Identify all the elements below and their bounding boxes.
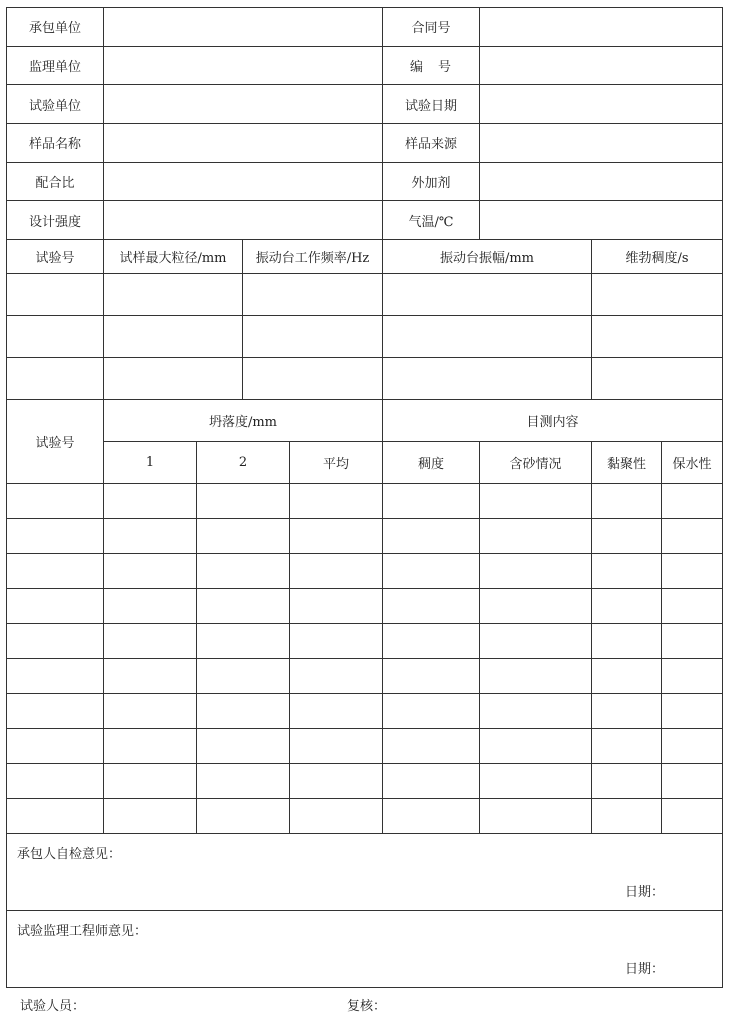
slump-cell[interactable]	[480, 519, 592, 554]
vebe-cell[interactable]	[7, 274, 104, 316]
vebe-header-consistency: 维勃稠度/s	[592, 240, 723, 274]
slump-cell[interactable]	[592, 799, 662, 834]
vebe-header-frequency: 振动台工作频率/Hz	[243, 240, 383, 274]
slump-cell[interactable]	[104, 554, 197, 589]
slump-data-row	[7, 799, 723, 834]
slump-cell[interactable]	[197, 764, 290, 799]
slump-cell[interactable]	[104, 659, 197, 694]
slump-cell[interactable]	[290, 484, 383, 519]
label-test-date: 试验日期	[383, 85, 480, 124]
slump-cell[interactable]	[480, 554, 592, 589]
slump-data-row	[7, 554, 723, 589]
slump-cell[interactable]	[290, 624, 383, 659]
slump-cell[interactable]	[104, 519, 197, 554]
supervisor-opinion-box[interactable]	[7, 911, 723, 988]
visual-subheader-sand-content: 含砂情况	[480, 442, 592, 484]
vebe-header-amplitude: 振动台振幅/mm	[383, 240, 592, 274]
slump-cell[interactable]	[290, 764, 383, 799]
info-row-strength	[7, 201, 723, 240]
slump-cell[interactable]	[592, 554, 662, 589]
slump-subheader-2: 2	[197, 442, 290, 484]
slump-cell[interactable]	[7, 554, 104, 589]
vebe-cell[interactable]	[383, 274, 592, 316]
slump-cell[interactable]	[480, 764, 592, 799]
slump-cell[interactable]	[592, 694, 662, 729]
reviewer-label: 复核：	[347, 999, 387, 1014]
slump-cell[interactable]	[290, 589, 383, 624]
label-admixture: 外加剂	[383, 162, 480, 201]
test-record-form	[6, 7, 722, 987]
value-admixture[interactable]	[480, 162, 723, 201]
slump-cell[interactable]	[197, 694, 290, 729]
slump-subheader-1: 1	[104, 442, 197, 484]
slump-cell[interactable]	[592, 484, 662, 519]
slump-data-row	[7, 484, 723, 519]
label-contractor-unit: 承包单位	[7, 8, 104, 47]
slump-cell[interactable]	[592, 659, 662, 694]
label-serial-no: 编 号	[383, 46, 480, 85]
slump-cell[interactable]	[383, 624, 480, 659]
slump-cell[interactable]	[383, 589, 480, 624]
slump-cell[interactable]	[197, 624, 290, 659]
vebe-cell[interactable]	[104, 358, 243, 400]
slump-cell[interactable]	[104, 624, 197, 659]
slump-cell[interactable]	[7, 624, 104, 659]
slump-cell[interactable]	[383, 519, 480, 554]
supervisor-opinion-row	[7, 911, 723, 988]
slump-cell[interactable]	[592, 519, 662, 554]
value-contractor-unit[interactable]	[104, 8, 383, 47]
value-sample-name[interactable]	[104, 124, 383, 163]
slump-cell[interactable]	[197, 729, 290, 764]
slump-data-row	[7, 694, 723, 729]
visual-inspection-header: 目测内容	[383, 400, 723, 442]
label-supervisor-unit: 监理单位	[7, 46, 104, 85]
info-row-supervisor	[7, 46, 723, 85]
slump-group-header: 坍落度/mm	[104, 400, 383, 442]
vebe-cell[interactable]	[592, 316, 723, 358]
slump-cell[interactable]	[662, 659, 723, 694]
vebe-data-row	[7, 274, 723, 316]
slump-cell[interactable]	[104, 589, 197, 624]
slump-cell[interactable]	[104, 484, 197, 519]
slump-cell[interactable]	[662, 554, 723, 589]
slump-cell[interactable]	[197, 554, 290, 589]
value-sample-source[interactable]	[480, 124, 723, 163]
value-supervisor-unit[interactable]	[104, 46, 383, 85]
slump-cell[interactable]	[383, 659, 480, 694]
info-row-mix	[7, 162, 723, 201]
value-air-temperature[interactable]	[480, 201, 723, 240]
slump-cell[interactable]	[7, 589, 104, 624]
signature-footer	[0, 995, 740, 1017]
slump-cell[interactable]	[383, 694, 480, 729]
slump-cell[interactable]	[290, 554, 383, 589]
label-sample-name: 样品名称	[7, 124, 104, 163]
slump-cell[interactable]	[383, 554, 480, 589]
visual-subheader-consistency: 稠度	[383, 442, 480, 484]
label-sample-source: 样品来源	[383, 124, 480, 163]
vebe-data-row	[7, 358, 723, 400]
slump-cell[interactable]	[7, 659, 104, 694]
contractor-opinion-date-label: 日期：	[625, 885, 665, 901]
slump-cell[interactable]	[480, 484, 592, 519]
slump-group-header-row	[7, 400, 723, 442]
vebe-cell[interactable]	[592, 358, 723, 400]
slump-cell[interactable]	[104, 729, 197, 764]
vebe-cell[interactable]	[243, 316, 383, 358]
tester-label: 试验人员：	[20, 999, 86, 1014]
slump-cell[interactable]	[104, 694, 197, 729]
slump-cell[interactable]	[662, 694, 723, 729]
vebe-data-row	[7, 316, 723, 358]
slump-cell[interactable]	[480, 729, 592, 764]
slump-cell[interactable]	[480, 659, 592, 694]
slump-data-row	[7, 729, 723, 764]
value-contract-no[interactable]	[480, 8, 723, 47]
slump-subheader-average: 平均	[290, 442, 383, 484]
slump-cell[interactable]	[383, 729, 480, 764]
slump-data-rows	[7, 484, 723, 834]
slump-cell[interactable]	[7, 729, 104, 764]
vebe-header-row	[7, 240, 723, 274]
vebe-cell[interactable]	[7, 316, 104, 358]
vebe-cell[interactable]	[104, 316, 243, 358]
slump-cell[interactable]	[197, 484, 290, 519]
slump-cell[interactable]	[290, 659, 383, 694]
slump-cell[interactable]	[197, 799, 290, 834]
info-row-sample	[7, 124, 723, 163]
slump-cell[interactable]	[662, 589, 723, 624]
label-contract-no: 合同号	[383, 8, 480, 47]
value-mix-ratio[interactable]	[104, 162, 383, 201]
slump-cell[interactable]	[7, 694, 104, 729]
supervisor-opinion-label: 试验监理工程师意见：	[17, 924, 148, 940]
slump-cell[interactable]	[662, 799, 723, 834]
supervisor-opinion-date-label: 日期：	[625, 962, 665, 978]
slump-data-row	[7, 519, 723, 554]
slump-cell[interactable]	[290, 799, 383, 834]
slump-cell[interactable]	[104, 799, 197, 834]
label-mix-ratio: 配合比	[7, 162, 104, 201]
vebe-cell[interactable]	[383, 316, 592, 358]
slump-cell[interactable]	[7, 484, 104, 519]
label-design-strength: 设计强度	[7, 201, 104, 240]
info-row-contractor	[7, 8, 723, 47]
slump-cell[interactable]	[662, 624, 723, 659]
slump-cell[interactable]	[480, 624, 592, 659]
label-test-unit: 试验单位	[7, 85, 104, 124]
slump-cell[interactable]	[592, 729, 662, 764]
visual-subheader-cohesion: 黏聚性	[592, 442, 662, 484]
vebe-cell[interactable]	[243, 358, 383, 400]
vebe-cell[interactable]	[592, 274, 723, 316]
contractor-opinion-box[interactable]	[7, 834, 723, 911]
contractor-opinion-label: 承包人自检意见：	[17, 847, 122, 863]
slump-cell[interactable]	[7, 799, 104, 834]
vebe-header-max-size: 试样最大粒径/mm	[104, 240, 243, 274]
label-air-temperature: 气温/℃	[383, 201, 480, 240]
vebe-cell[interactable]	[243, 274, 383, 316]
slump-cell[interactable]	[7, 519, 104, 554]
vebe-cell[interactable]	[7, 358, 104, 400]
slump-cell[interactable]	[662, 764, 723, 799]
slump-data-row	[7, 624, 723, 659]
visual-subheader-water-retention: 保水性	[662, 442, 723, 484]
form-table	[6, 7, 723, 988]
slump-subheader-row	[7, 442, 723, 484]
contractor-opinion-row	[7, 834, 723, 911]
slump-cell[interactable]	[383, 799, 480, 834]
slump-cell[interactable]	[197, 519, 290, 554]
slump-cell[interactable]	[662, 729, 723, 764]
slump-cell[interactable]	[197, 659, 290, 694]
slump-cell[interactable]	[197, 589, 290, 624]
slump-header-test-no: 试验号	[7, 400, 104, 484]
slump-data-row	[7, 764, 723, 799]
slump-cell[interactable]	[592, 764, 662, 799]
slump-cell[interactable]	[480, 694, 592, 729]
info-row-test-unit	[7, 85, 723, 124]
vebe-header-test-no: 试验号	[7, 240, 104, 274]
slump-data-row	[7, 659, 723, 694]
value-test-date[interactable]	[480, 85, 723, 124]
slump-cell[interactable]	[104, 764, 197, 799]
slump-cell[interactable]	[290, 694, 383, 729]
value-serial-no[interactable]	[480, 46, 723, 85]
vebe-cell[interactable]	[383, 358, 592, 400]
slump-cell[interactable]	[592, 624, 662, 659]
slump-cell[interactable]	[480, 589, 592, 624]
slump-cell[interactable]	[592, 589, 662, 624]
slump-data-row	[7, 589, 723, 624]
slump-cell[interactable]	[480, 799, 592, 834]
slump-cell[interactable]	[383, 484, 480, 519]
vebe-cell[interactable]	[104, 274, 243, 316]
slump-cell[interactable]	[383, 764, 480, 799]
slump-cell[interactable]	[662, 519, 723, 554]
slump-cell[interactable]	[290, 729, 383, 764]
value-design-strength[interactable]	[104, 201, 383, 240]
slump-cell[interactable]	[290, 519, 383, 554]
slump-cell[interactable]	[7, 764, 104, 799]
slump-cell[interactable]	[662, 484, 723, 519]
value-test-unit[interactable]	[104, 85, 383, 124]
